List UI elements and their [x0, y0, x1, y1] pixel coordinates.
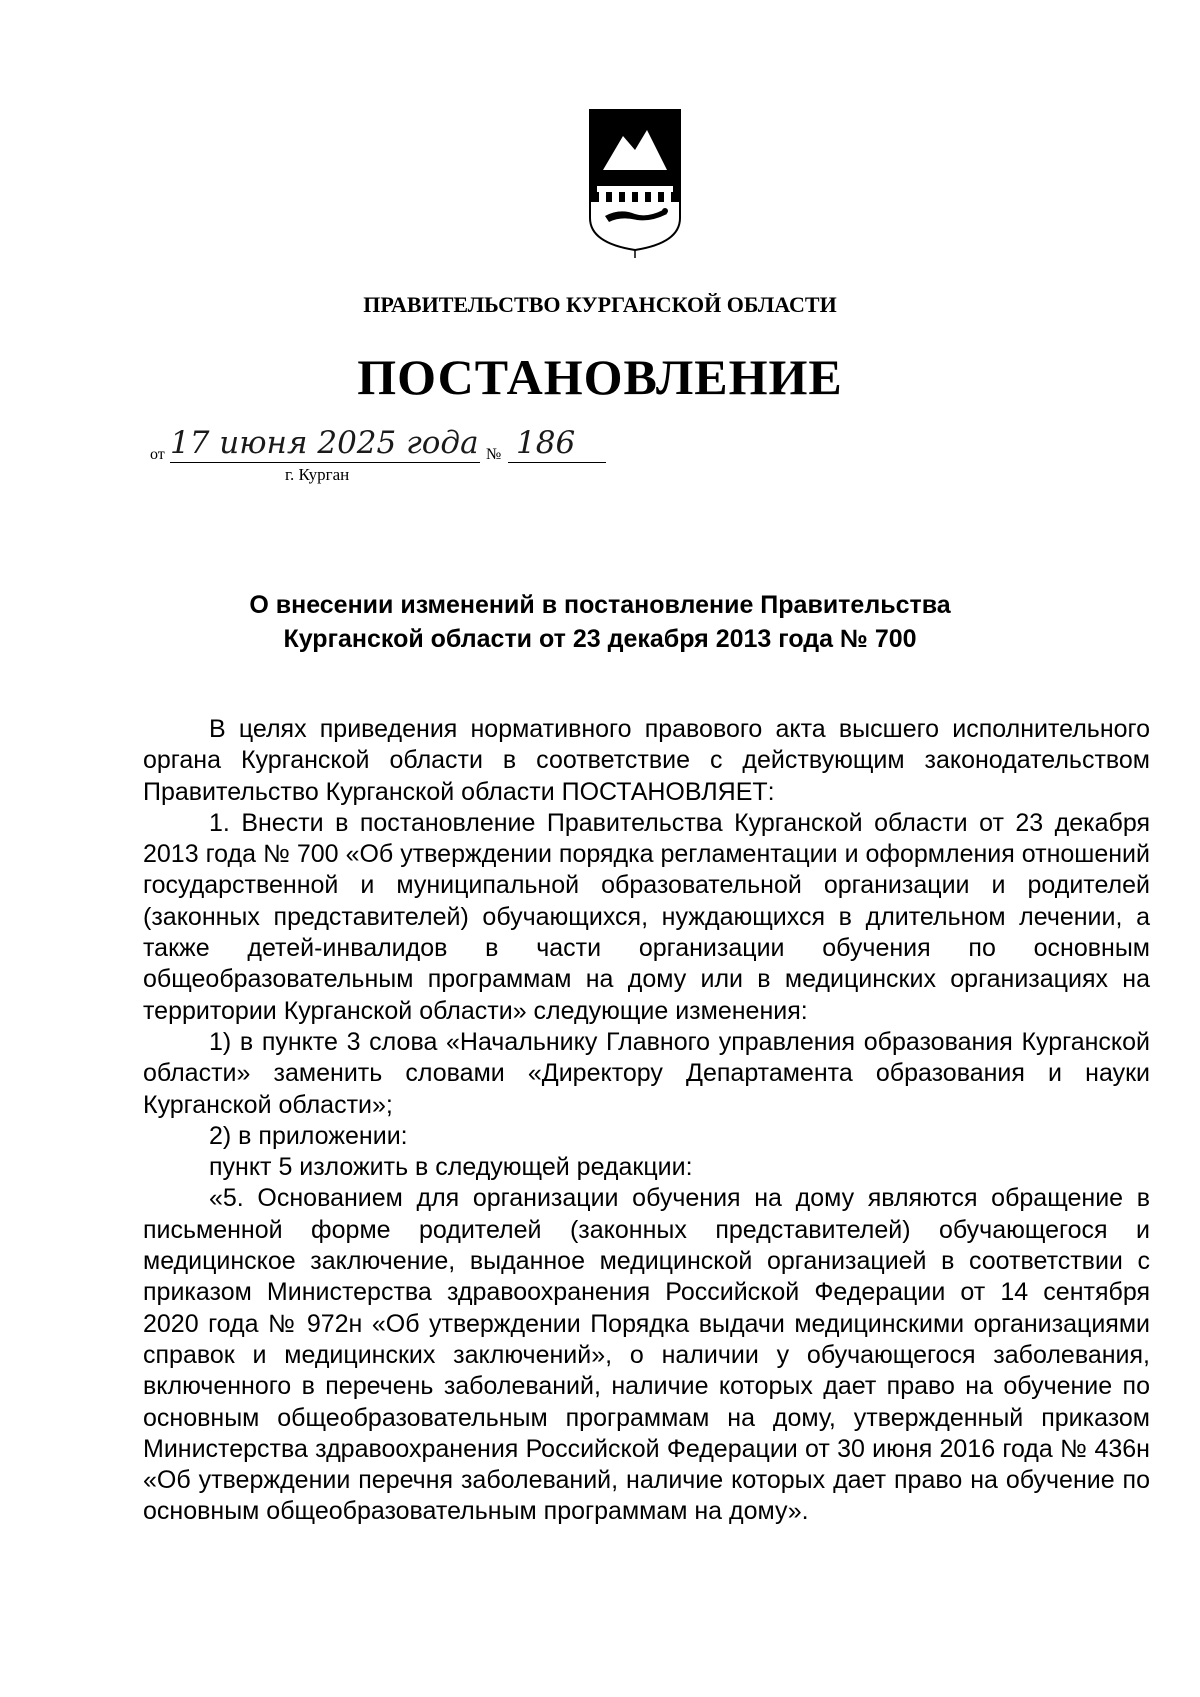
government-name: ПРАВИТЕЛЬСТВО КУРГАНСКОЙ ОБЛАСТИ: [363, 292, 837, 317]
city: г. Курган: [285, 465, 350, 484]
handwritten-date: 17 июня 2025 года: [170, 425, 479, 461]
paragraph-point-5-text: «5. Основанием для организации обучения на дому являются обращение в письменной форме родителей (законных представителей) обучающегося и медицинское заключение, выданное медицинской организацией в соответствии с приказом Министерства здравоохранения Российской Федерации от 14 сентября 2020 года № 972н «Об утверждении Порядка выдачи медицинскими организациями справок и медицинских заключений», о наличии у обучающегося заболевания, включенного в перечень заболеваний, наличие которых дает право на обучение по основным общеобразовательным программам на дому, утвержденный приказом Министерства здравоохранения Российской Федерации от 30 июня 2016 года № 436н «Об утверждении перечня заболеваний, наличие которых дает право на обучение по основным общеобразовательным программам на дому».: [143, 1184, 1150, 1526]
from-label: от: [150, 446, 165, 463]
paragraph-point-5-intro: пункт 5 изложить в следующей редакции:: [209, 1153, 693, 1182]
paragraph-subitem-1: 1) в пункте 3 слова «Начальнику Главного управления образования Курганской области» заменить словами «Директору Департамента образования и науки Курганской области»;: [143, 1027, 1150, 1119]
paragraph-subitem-2: 2) в приложении:: [209, 1121, 408, 1150]
handwritten-number: 186: [508, 424, 606, 463]
number-label: №: [486, 446, 502, 463]
title-line-1: О внесении изменений в постановление Правительства: [249, 591, 951, 619]
document-type: ПОСТАНОВЛЕНИЕ: [357, 349, 843, 405]
paragraph-preamble: В целях приведения нормативного правового акта высшего исполнительного органа Курганской области в соответствие с действующим законодательством Правительство Курганской области ПОСТАНОВЛЯЕТ:: [143, 715, 1150, 806]
document-title: [0, 588, 1200, 656]
coat-of-arms-emblem: [585, 108, 685, 258]
paragraph-item-1: 1. Внести в постановление Правительства Курганской области от 23 декабря 2013 года № 700 «Об утверждении порядка регламентации и оформления отношений государственной и муниципальной образовательной организации и родителей (законных представителей) обучающихся, нуждающихся в длительном лечении, а также детей-инвалидов в части организации обучения по основным общеобразовательным программам на дому или в медицинских организациях на территории Курганской области» следующие изменения:: [143, 808, 1150, 1025]
document-body: [143, 714, 1150, 1528]
title-line-2: Курганской области от 23 декабря 2013 года № 700: [283, 625, 917, 653]
